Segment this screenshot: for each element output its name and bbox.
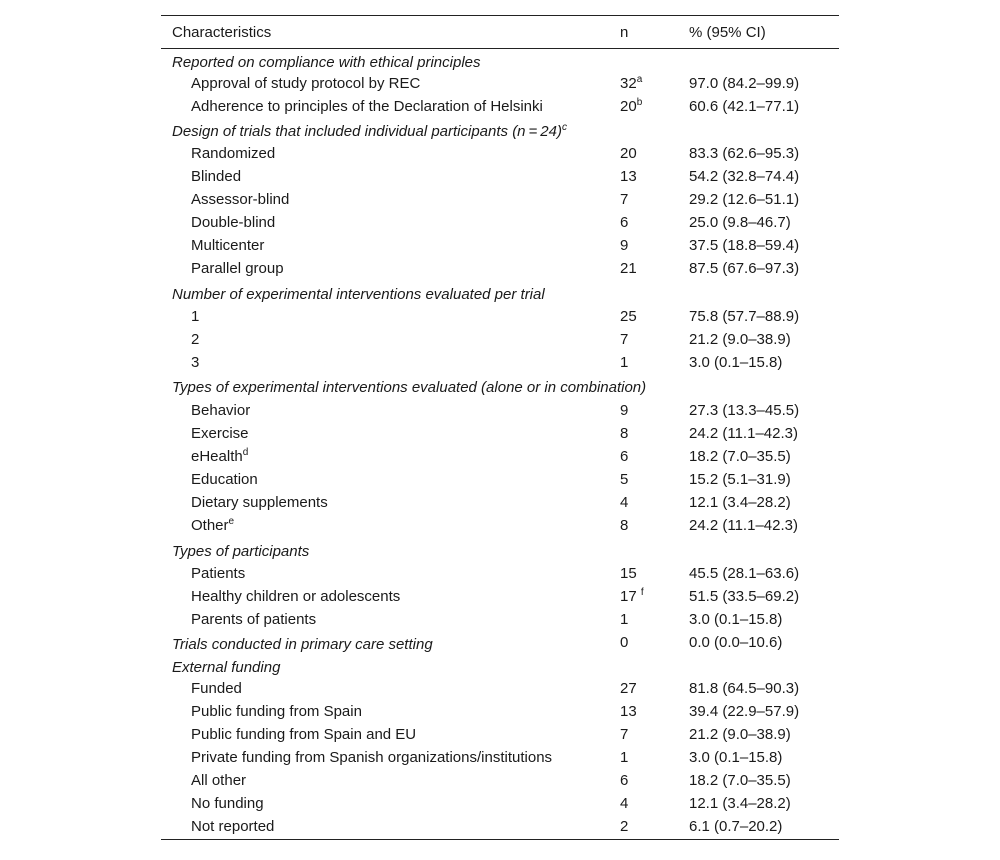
section-row: [161, 631, 839, 654]
section-row: [161, 374, 839, 399]
table-row: [161, 792, 839, 815]
row-label-text: No funding: [191, 795, 264, 812]
row-label: [191, 403, 250, 418]
table-row: [161, 234, 839, 257]
table-row: [161, 72, 839, 95]
row-label-text: Education: [191, 471, 258, 488]
row-label-text: Exercise: [191, 425, 249, 442]
section-row: [161, 118, 839, 142]
row-percent-ci: 12.1 (3.4–28.2): [689, 795, 791, 812]
row-percent-ci: 81.8 (64.5–90.3): [689, 680, 800, 697]
row-n-value: 0: [620, 634, 629, 651]
row-label-text: Dietary supplements: [191, 494, 328, 511]
table-row: [161, 562, 839, 585]
row-label-text: External funding: [172, 659, 281, 676]
table-row: [161, 769, 839, 792]
row-label: [191, 76, 420, 91]
row-label-text: Not reported: [191, 818, 275, 835]
row-n: [620, 612, 628, 627]
row-label: [172, 660, 280, 675]
row-percent-ci: 0.0 (0.0–10.6): [689, 634, 783, 651]
row-n-value: 6: [620, 448, 629, 465]
row-percent-ci: 21.2 (9.0–38.9): [689, 726, 791, 743]
row-percent-ci: 60.6 (42.1–77.1): [689, 98, 800, 115]
row-n-value: 17: [620, 588, 641, 605]
row-label-text: Blinded: [191, 168, 242, 185]
row-label: [191, 495, 328, 510]
row-n-value: 5: [620, 471, 629, 488]
row-n-value: 21: [620, 260, 637, 277]
footnote-marker: d: [242, 447, 249, 458]
row-n: [620, 146, 637, 161]
row-percent-ci: 18.2 (7.0–35.5): [689, 448, 791, 465]
row-label-text: Patients: [191, 565, 246, 582]
row-n-value: 15: [620, 565, 637, 582]
row-percent-ci: 3.0 (0.1–15.8): [689, 611, 783, 628]
row-label: [191, 309, 199, 324]
table-row: [161, 165, 839, 188]
row-label-text: Double-blind: [191, 214, 276, 231]
row-n: [620, 76, 642, 91]
row-label: [191, 99, 543, 114]
table-row: [161, 422, 839, 445]
row-percent-ci: 87.5 (67.6–97.3): [689, 260, 800, 277]
row-n-value: 20: [620, 145, 637, 162]
row-label-text: Adherence to principles of the Declaration of Helsinki: [191, 98, 543, 115]
row-label: [191, 773, 246, 788]
row-n-value: 2: [620, 818, 629, 835]
row-label: [191, 819, 274, 834]
row-label: [191, 589, 400, 604]
row-label: [191, 681, 242, 696]
characteristics-table: [161, 15, 839, 840]
row-label: [191, 355, 199, 370]
row-percent-ci: 39.4 (22.9–57.9): [689, 703, 800, 720]
row-n: [620, 403, 628, 418]
row-label: [172, 55, 481, 70]
row-label: [191, 472, 258, 487]
row-n: [620, 332, 628, 347]
row-label: [191, 215, 275, 230]
row-n-value: 7: [620, 191, 629, 208]
row-label: [191, 169, 241, 184]
header-percent-ci: % (95% CI): [689, 24, 766, 41]
row-percent-ci: 18.2 (7.0–35.5): [689, 772, 791, 789]
footnote-marker: a: [636, 74, 643, 85]
row-label: [191, 566, 245, 581]
table-row: [161, 514, 839, 538]
row-percent-ci: 97.0 (84.2–99.9): [689, 75, 800, 92]
row-n-value: 9: [620, 237, 629, 254]
table-row: [161, 328, 839, 351]
row-n: [620, 472, 628, 487]
row-percent-ci: 3.0 (0.1–15.8): [689, 749, 783, 766]
table-row: [161, 257, 839, 281]
row-label: [191, 727, 416, 742]
row-label-text: Reported on compliance with ethical principles: [172, 54, 481, 71]
row-label: [191, 518, 234, 533]
row-n: [620, 309, 637, 324]
row-percent-ci: 37.5 (18.8–59.4): [689, 237, 800, 254]
row-label-text: Parents of patients: [191, 611, 317, 628]
row-n-value: 32: [620, 75, 637, 92]
table-row: [161, 188, 839, 211]
table-header-row: [161, 16, 839, 49]
table-row: [161, 746, 839, 769]
header-characteristics: Characteristics: [172, 24, 272, 41]
row-label: [191, 796, 264, 811]
row-n-value: 20: [620, 98, 637, 115]
row-label-text: Types of participants: [172, 543, 310, 560]
row-n: [620, 261, 637, 276]
table-row: [161, 399, 839, 422]
row-percent-ci: 75.8 (57.7–88.9): [689, 308, 800, 325]
row-percent-ci: 51.5 (33.5–69.2): [689, 588, 800, 605]
footnote-marker: f: [640, 587, 644, 598]
row-percent-ci: 21.2 (9.0–38.9): [689, 331, 791, 348]
row-label: [191, 332, 199, 347]
row-n: [620, 727, 628, 742]
table-row: [161, 445, 839, 468]
table-row: [161, 677, 839, 700]
row-percent-ci: 24.2 (11.1–42.3): [689, 425, 798, 442]
row-label-text: Public funding from Spain and EU: [191, 726, 417, 743]
row-n: [620, 796, 628, 811]
table-row: [161, 815, 839, 839]
table-body: [161, 49, 839, 839]
table-row: [161, 351, 839, 374]
row-n: [620, 495, 628, 510]
row-n-value: 8: [620, 517, 629, 534]
row-n: [620, 426, 628, 441]
header-n: n: [620, 24, 629, 41]
row-label: [191, 426, 249, 441]
section-row: [161, 654, 839, 677]
row-n: [620, 215, 628, 230]
row-n: [620, 449, 628, 464]
row-label-text: 3: [191, 354, 200, 371]
table-row: [161, 142, 839, 165]
row-n-value: 13: [620, 703, 637, 720]
row-percent-ci: 27.3 (13.3–45.5): [689, 402, 800, 419]
row-n-value: 1: [620, 749, 629, 766]
row-percent-ci: 24.2 (11.1–42.3): [689, 517, 798, 534]
row-percent-ci: 45.5 (28.1–63.6): [689, 565, 800, 582]
row-label-text: Multicenter: [191, 237, 265, 254]
table-row: [161, 468, 839, 491]
row-n: [620, 819, 628, 834]
footnote-marker: e: [228, 516, 235, 527]
row-n: [620, 355, 628, 370]
row-label: [191, 612, 316, 627]
table-row: [161, 95, 839, 118]
row-label-text: Design of trials that included individual participants (n = 24): [172, 123, 562, 140]
section-row: [161, 49, 839, 72]
row-label: [172, 287, 545, 302]
row-n-value: 4: [620, 494, 629, 511]
section-row: [161, 538, 839, 562]
row-n: [620, 566, 637, 581]
footnote-marker: b: [636, 97, 643, 108]
row-n: [620, 750, 628, 765]
row-label-text: Trials conducted in primary care setting: [172, 636, 433, 653]
row-n-value: 9: [620, 402, 629, 419]
row-label: [191, 238, 264, 253]
table-row: [161, 723, 839, 746]
row-label-text: Healthy children or adolescents: [191, 588, 401, 605]
row-label: [172, 544, 309, 559]
row-label-text: 2: [191, 331, 200, 348]
row-label-text: 1: [191, 308, 200, 325]
row-label: [191, 750, 552, 765]
row-label-text: Parallel group: [191, 260, 284, 277]
row-n: [620, 169, 637, 184]
row-label-text: Behavior: [191, 402, 251, 419]
row-n: [620, 704, 637, 719]
row-label-text: Assessor-blind: [191, 191, 290, 208]
row-label-text: Randomized: [191, 145, 276, 162]
footnote-marker: c: [561, 122, 567, 133]
row-percent-ci: 83.3 (62.6–95.3): [689, 145, 800, 162]
row-label-text: eHealth: [191, 448, 243, 465]
row-n-value: 13: [620, 168, 637, 185]
row-percent-ci: 12.1 (3.4–28.2): [689, 494, 791, 511]
table-row: [161, 305, 839, 328]
table-row: [161, 608, 839, 631]
row-n-value: 1: [620, 611, 629, 628]
row-percent-ci: 15.2 (5.1–31.9): [689, 471, 791, 488]
section-row: [161, 281, 839, 305]
row-n: [620, 518, 628, 533]
row-label: [191, 192, 289, 207]
row-n-value: 27: [620, 680, 637, 697]
row-n: [620, 681, 637, 696]
row-n: [620, 99, 642, 114]
row-n-value: 1: [620, 354, 629, 371]
row-n: [620, 238, 628, 253]
row-n-value: 25: [620, 308, 637, 325]
row-label: [191, 261, 284, 276]
row-label-text: Types of experimental interventions evaluated (alone or in combination): [172, 379, 647, 396]
row-percent-ci: 25.0 (9.8–46.7): [689, 214, 791, 231]
table-row: [161, 211, 839, 234]
row-label: [191, 146, 275, 161]
row-label-text: Approval of study protocol by REC: [191, 75, 421, 92]
row-label-text: Number of experimental interventions evaluated per trial: [172, 286, 545, 303]
table-row: [161, 491, 839, 514]
row-label: [191, 704, 362, 719]
row-n: [620, 589, 644, 604]
row-percent-ci: 54.2 (32.8–74.4): [689, 168, 800, 185]
table-row: [161, 585, 839, 608]
row-percent-ci: 6.1 (0.7–20.2): [689, 818, 783, 835]
row-n-value: 6: [620, 772, 629, 789]
row-n-value: 6: [620, 214, 629, 231]
row-n: [620, 773, 628, 788]
row-n-value: 7: [620, 726, 629, 743]
row-label: [172, 380, 646, 395]
row-label-text: Other: [191, 517, 229, 534]
row-n-value: 8: [620, 425, 629, 442]
row-label-text: Public funding from Spain: [191, 703, 362, 720]
row-label: [172, 124, 567, 139]
row-label-text: Funded: [191, 680, 242, 697]
row-label: [172, 637, 433, 652]
row-n: [620, 192, 628, 207]
row-label-text: Private funding from Spanish organizations/institutions: [191, 749, 553, 766]
row-label: [191, 449, 248, 464]
row-n: [620, 635, 628, 650]
row-n-value: 4: [620, 795, 629, 812]
row-percent-ci: 29.2 (12.6–51.1): [689, 191, 800, 208]
row-percent-ci: 3.0 (0.1–15.8): [689, 354, 783, 371]
table-row: [161, 700, 839, 723]
row-n-value: 7: [620, 331, 629, 348]
row-label-text: All other: [191, 772, 247, 789]
